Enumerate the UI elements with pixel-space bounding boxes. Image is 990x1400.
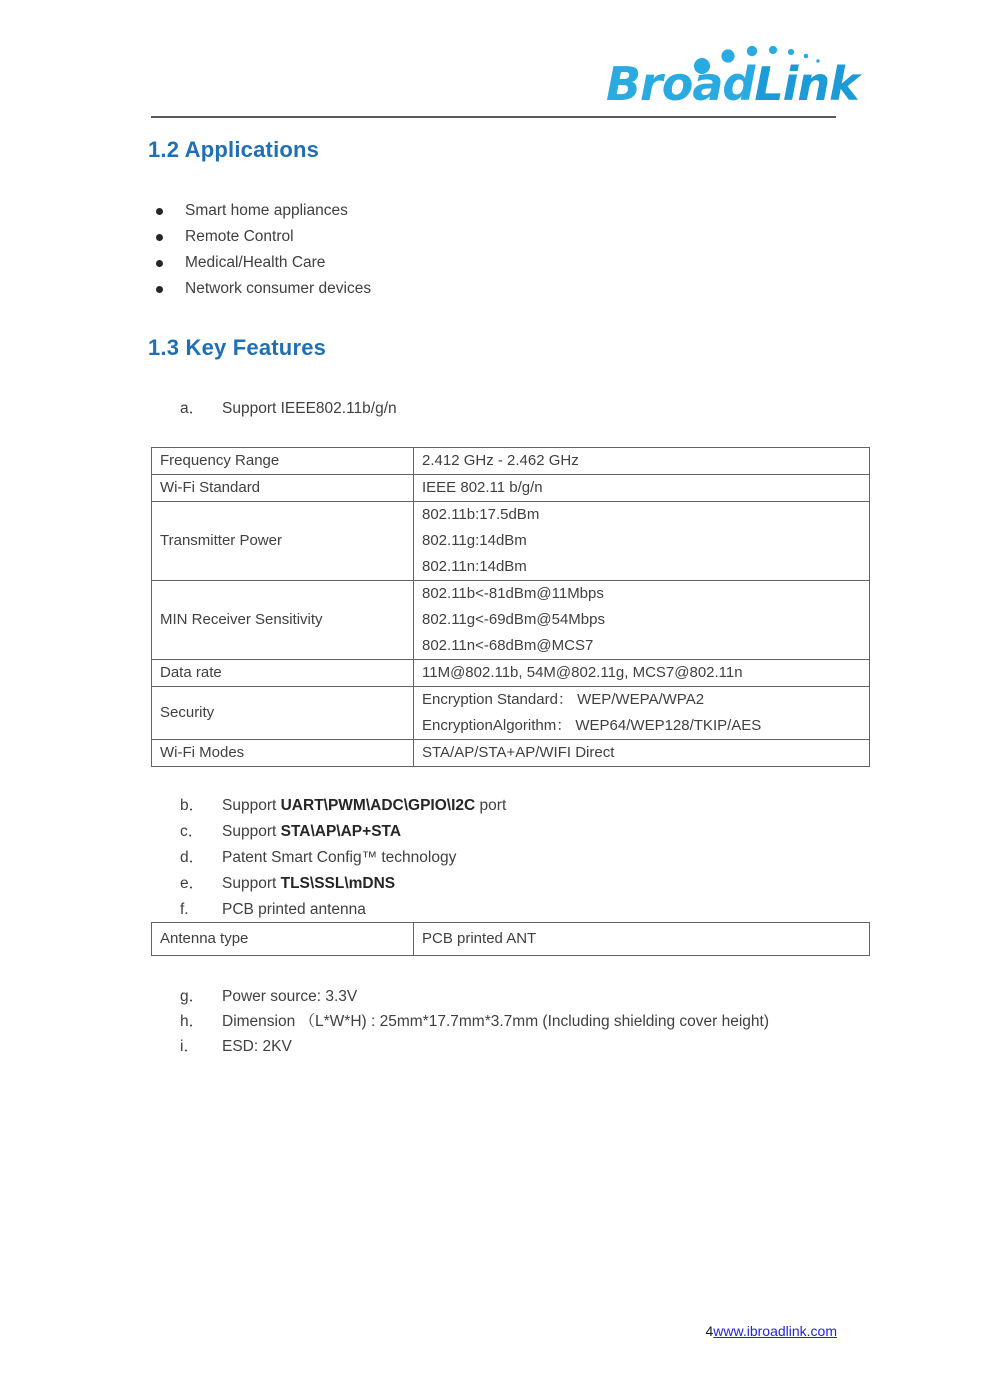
key-features-list-bf [180, 793, 506, 923]
bullet-icon [156, 208, 163, 215]
list-item [180, 1009, 769, 1034]
list-item [180, 819, 506, 845]
list-item-text-pre: PCB printed antenna [222, 901, 366, 918]
value-line: IEEE 802.11 b/g/n [422, 479, 543, 496]
list-item [151, 276, 371, 302]
header-divider-rule [151, 116, 836, 118]
table-row [152, 448, 870, 475]
table-cell-label: Antenna type [152, 923, 414, 956]
table-cell-value [414, 740, 870, 767]
table-cell-label: Wi-Fi Modes [152, 740, 414, 767]
table-cell-value [414, 448, 870, 475]
broadlink-logo [606, 36, 859, 111]
value-line: 11M@802.11b, 54M@802.11g, MCS7@802.11n [422, 664, 743, 681]
list-item [151, 250, 371, 276]
logo-wordmark [606, 57, 859, 111]
value-line: STA/AP/STA+AP/WIFI Direct [422, 744, 615, 761]
key-features-list-gi [180, 984, 769, 1059]
list-item-text-bold: STA\AP\AP+STA [280, 823, 402, 840]
logo-word-broad: Broad [606, 57, 755, 111]
list-item-text-pre: Support [222, 823, 281, 840]
list-item [180, 1034, 769, 1059]
table-row [152, 502, 870, 581]
table-cell-value [414, 687, 870, 740]
key-features-list-a [180, 396, 397, 422]
list-marker: f. [180, 901, 189, 918]
website-link[interactable]: www.ibroadlink.com [713, 1323, 837, 1339]
list-item [180, 845, 506, 871]
value-line: 802.11g:14dBm [422, 532, 527, 549]
table-cell-value [414, 660, 870, 687]
value-line: Encryption Standard： WEP/WEPA/WPA2 [422, 691, 705, 708]
value-line: 802.11b<-81dBm@11Mbps [422, 585, 604, 602]
table-cell-label: Wi-Fi Standard [152, 475, 414, 502]
page-header [151, 36, 859, 118]
table-cell-value [414, 581, 870, 660]
page-footer [151, 1322, 837, 1340]
table-cell-label: Security [152, 687, 414, 740]
value-line: PCB printed ANT [422, 930, 537, 947]
heading-key-features: 1.3 Key Features [148, 335, 327, 360]
logo-word-link: Link [754, 57, 859, 111]
list-item [180, 984, 769, 1009]
list-item-label: Smart home appliances [185, 202, 348, 219]
table-row [152, 581, 870, 660]
bullet-icon [156, 286, 163, 293]
list-item-text-post: port [475, 797, 507, 814]
value-line: 802.11n<-68dBm@MCS7 [422, 637, 594, 654]
table-row [152, 687, 870, 740]
list-item [180, 793, 506, 819]
list-item [180, 871, 506, 897]
list-marker: g． [180, 988, 205, 1005]
bullet-icon [156, 234, 163, 241]
table-cell-value [414, 475, 870, 502]
list-marker: c． [180, 823, 204, 840]
value-line: 2.412 GHz - 2.462 GHz [422, 452, 579, 469]
list-item [180, 396, 397, 422]
list-marker: i． [180, 1038, 199, 1055]
list-item-label: ESD: 2KV [222, 1038, 292, 1055]
list-item-text-pre: Patent Smart Config™ technology [222, 849, 457, 866]
wifi-spec-table [151, 447, 870, 767]
list-marker: b． [180, 797, 205, 814]
list-item [180, 897, 506, 923]
value-line: 802.11n:14dBm [422, 558, 527, 575]
bullet-icon [156, 260, 163, 267]
table-row [152, 475, 870, 502]
list-marker: h． [180, 1013, 205, 1030]
table-row [152, 740, 870, 767]
applications-bullet-list [151, 198, 371, 302]
table-cell-label: Data rate [152, 660, 414, 687]
list-item-label: Support IEEE802.11b/g/n [222, 400, 397, 417]
list-marker: d． [180, 849, 205, 866]
antenna-spec-table [151, 922, 870, 956]
table-cell-label: Frequency Range [152, 448, 414, 475]
list-item-label: Remote Control [185, 228, 294, 245]
value-line: EncryptionAlgorithm： WEP64/WEP128/TKIP/AES [422, 717, 762, 734]
table-row [152, 660, 870, 687]
table-row [152, 923, 870, 956]
list-marker: e． [180, 875, 205, 892]
table-cell-value [414, 923, 870, 956]
list-marker: a． [180, 400, 205, 417]
list-item-label: Dimension （L*W*H) : 25mm*17.7mm*3.7mm (Including shielding cover height) [222, 1013, 770, 1030]
list-item [151, 224, 371, 250]
table-cell-label: Transmitter Power [152, 502, 414, 581]
table-cell-value [414, 502, 870, 581]
list-item-text-bold: UART\PWM\ADC\GPIO\I2C [280, 797, 476, 814]
heading-applications: 1.2 Applications [148, 137, 320, 162]
page-number: 4 [705, 1323, 714, 1339]
list-item-text-bold: TLS\SSL\mDNS [280, 875, 396, 892]
list-item-label: Network consumer devices [185, 280, 372, 297]
list-item [151, 198, 371, 224]
list-item-text-pre: Support [222, 797, 281, 814]
value-line: 802.11b:17.5dBm [422, 506, 540, 523]
list-item-label: Medical/Health Care [185, 254, 326, 271]
value-line: 802.11g<-69dBm@54Mbps [422, 611, 605, 628]
list-item-text-pre: Support [222, 875, 281, 892]
table-cell-label: MIN Receiver Sensitivity [152, 581, 414, 660]
list-item-label: Power source: 3.3V [222, 988, 358, 1005]
